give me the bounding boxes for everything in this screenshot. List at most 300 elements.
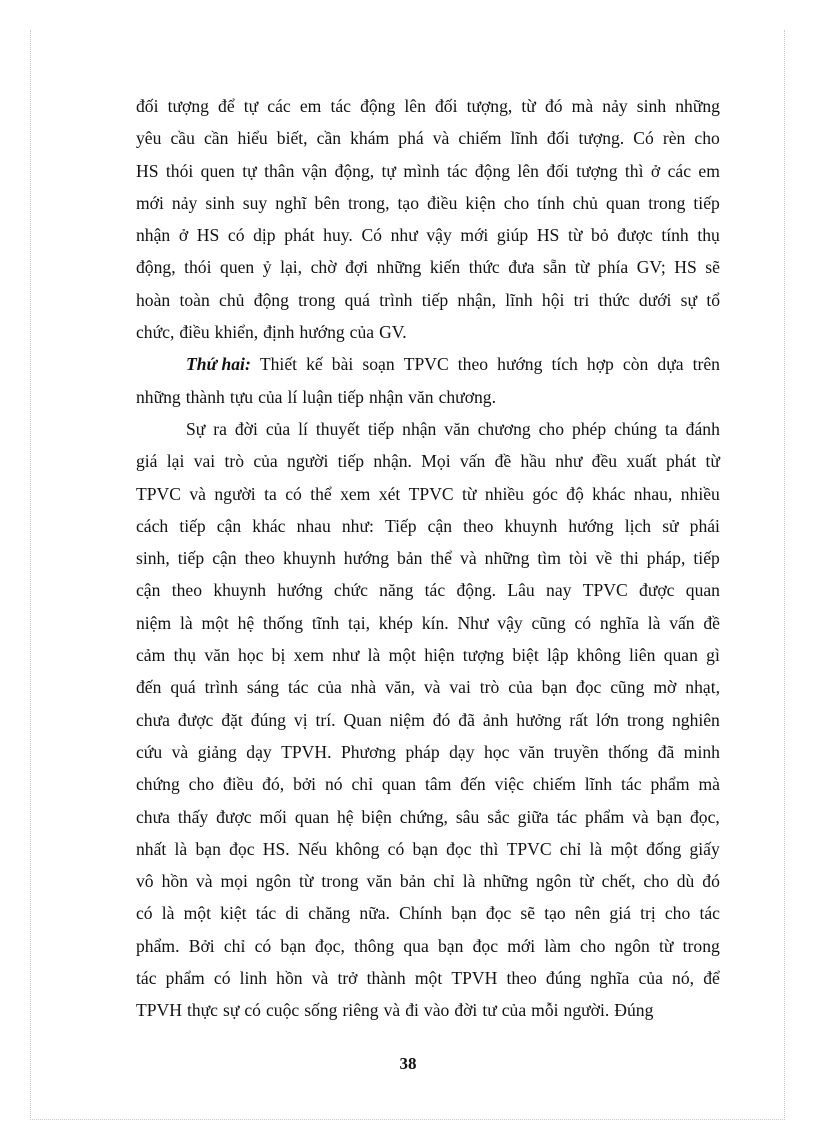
- word: học: [238, 645, 264, 666]
- word: phẩm: [165, 968, 205, 989]
- word: ra: [213, 418, 227, 439]
- word: đề: [494, 451, 512, 472]
- word: giấy: [689, 838, 720, 859]
- word: cho: [579, 935, 606, 956]
- body-text: [136, 90, 720, 1027]
- word: và: [460, 548, 477, 569]
- word: thức: [598, 289, 630, 310]
- word: sự: [222, 1000, 240, 1021]
- word: và: [432, 128, 450, 149]
- word: cũng: [531, 612, 566, 633]
- word: Lâu: [507, 580, 535, 601]
- word: hiểu: [237, 128, 268, 149]
- word: đưa: [508, 257, 535, 278]
- page-number: 38: [399, 1054, 417, 1073]
- word: niệm: [136, 612, 172, 633]
- word: HS: [536, 225, 560, 246]
- word: hướng: [343, 548, 390, 569]
- word: nghĩ: [275, 192, 307, 213]
- word: người: [287, 451, 329, 472]
- word: hồn: [276, 968, 303, 989]
- word: chứng: [136, 774, 180, 795]
- word: từ: [462, 483, 477, 504]
- word: chủ: [219, 289, 245, 310]
- word: cũng: [610, 677, 645, 698]
- word: những: [483, 871, 529, 892]
- word: tiếp: [693, 548, 720, 569]
- word: Thiết: [259, 354, 298, 375]
- word: tính: [537, 192, 565, 213]
- word: chưa: [136, 806, 170, 827]
- word: nảy: [171, 192, 198, 213]
- word: dạy: [246, 741, 272, 762]
- word: dưới: [638, 289, 672, 310]
- word: theo: [506, 968, 537, 989]
- word: trong: [682, 935, 720, 956]
- word: tác: [621, 774, 642, 795]
- word: lĩnh: [510, 128, 538, 149]
- word: nó,: [672, 968, 695, 989]
- word: đúng: [545, 968, 582, 989]
- word: cuộc: [265, 1000, 300, 1021]
- word: sinh: [636, 96, 667, 116]
- word: bởi: [293, 774, 317, 795]
- word: của: [258, 386, 283, 407]
- text-line: [136, 574, 720, 606]
- word: rất: [569, 709, 588, 730]
- word: phẩm: [585, 806, 625, 827]
- word: dựa: [657, 354, 684, 375]
- word: tạo: [544, 903, 566, 924]
- word: hầu: [520, 451, 546, 472]
- word: là: [174, 838, 188, 859]
- word: đã: [458, 709, 475, 730]
- text-line: [136, 478, 720, 510]
- word: GV;: [636, 257, 666, 278]
- word: đó: [544, 96, 563, 116]
- word: vị: [293, 709, 308, 730]
- word: tiếp: [367, 418, 395, 439]
- word: cận: [216, 515, 242, 536]
- text-line: [136, 122, 720, 154]
- word: nhận: [136, 225, 171, 246]
- word: chỉ: [351, 774, 373, 795]
- word: bạn: [280, 935, 306, 956]
- word: suy: [242, 192, 268, 213]
- word: từ: [659, 935, 674, 956]
- word: cho: [664, 903, 691, 924]
- word: lên: [517, 160, 539, 181]
- word: thể: [430, 548, 452, 569]
- word: xem: [293, 645, 324, 666]
- text-line: [136, 187, 720, 219]
- word: tác: [446, 160, 468, 181]
- word: người: [214, 483, 256, 504]
- word: thống: [608, 741, 649, 762]
- word: đối: [136, 96, 159, 116]
- word: khuynh: [504, 515, 558, 536]
- word: thụ: [697, 225, 720, 246]
- word: theo: [171, 580, 203, 601]
- word: định: [263, 322, 295, 343]
- word: tri: [573, 289, 590, 310]
- word: hội: [541, 289, 565, 310]
- word: ỷ: [262, 257, 272, 278]
- word: nhau: [296, 515, 331, 536]
- word: đọc: [446, 838, 472, 859]
- word: chiếm: [458, 128, 502, 149]
- text-line: [136, 510, 720, 542]
- word: năng: [379, 580, 414, 601]
- word: nhận.: [373, 451, 412, 472]
- text-line: [136, 381, 720, 413]
- word: rèn: [662, 128, 686, 149]
- word: thuyết: [315, 418, 360, 439]
- word: vấn: [459, 451, 486, 472]
- word: vào: [423, 1000, 450, 1021]
- text-line: [136, 930, 720, 962]
- word: nên: [574, 903, 601, 924]
- word: HS: [136, 160, 159, 181]
- word: huy.: [323, 225, 353, 246]
- word: nhà: [350, 677, 377, 698]
- word: động,: [136, 257, 176, 278]
- word: có: [574, 612, 592, 633]
- word: thống: [263, 612, 304, 633]
- text-line: [136, 219, 720, 251]
- word: và: [311, 968, 329, 989]
- word: xuất: [626, 451, 657, 472]
- text-line: [136, 704, 720, 736]
- word: bạn: [541, 677, 567, 698]
- word: truyền: [553, 741, 599, 762]
- text-line: [136, 962, 720, 994]
- word: văn: [518, 741, 545, 762]
- word: soạn: [362, 354, 395, 375]
- word: là: [367, 645, 381, 666]
- word: động: [474, 160, 511, 181]
- word: của: [508, 677, 533, 698]
- word: bạn: [195, 838, 221, 859]
- word: Như: [457, 612, 489, 633]
- word: thành: [366, 968, 406, 989]
- word: từ: [299, 871, 314, 892]
- word: các: [667, 160, 692, 181]
- word: giúp: [496, 225, 529, 246]
- text-line: [136, 833, 720, 865]
- word: tĩnh: [311, 612, 340, 633]
- word: hệ: [336, 806, 354, 827]
- word: sâu: [455, 806, 480, 827]
- word: đợi: [345, 257, 369, 278]
- word: khiển,: [214, 322, 259, 343]
- word: có: [285, 483, 302, 504]
- word: văn,: [385, 677, 415, 698]
- word: Có: [633, 128, 654, 149]
- word: nhau,: [633, 483, 673, 504]
- word: phía: [597, 257, 629, 278]
- word: TPVC: [582, 580, 628, 601]
- text-line: [136, 284, 720, 316]
- word: toàn: [179, 289, 210, 310]
- word: hưởng: [516, 709, 562, 730]
- word: biện: [361, 806, 392, 827]
- word: bạn: [656, 806, 683, 827]
- word: TPVC: [506, 838, 552, 859]
- word: Mọi: [421, 451, 451, 472]
- word: Có: [361, 225, 382, 246]
- text-line: [136, 607, 720, 639]
- word: tự: [243, 96, 259, 116]
- word: nghiên: [671, 709, 720, 730]
- word: chức,: [136, 322, 175, 343]
- word: tác: [136, 968, 157, 989]
- word: sẽ: [520, 903, 536, 924]
- word: như: [555, 451, 583, 472]
- word: là: [179, 612, 193, 633]
- word: từ: [574, 257, 590, 278]
- word: đều: [591, 451, 618, 472]
- word: em: [299, 96, 322, 116]
- word: chức: [333, 580, 368, 601]
- word: thấy: [177, 806, 209, 827]
- word: cứu: [136, 741, 163, 762]
- word: quen: [220, 257, 255, 278]
- word: từ: [567, 225, 583, 246]
- word: từ: [705, 451, 720, 472]
- text-line: [136, 348, 720, 380]
- word: không: [576, 645, 621, 666]
- word: em: [698, 160, 720, 181]
- word: vậy: [497, 612, 523, 633]
- word: tư: [482, 1000, 497, 1021]
- word: hướng: [497, 354, 543, 375]
- text-line: [136, 994, 720, 1026]
- word: nhất: [136, 838, 167, 859]
- word: TPVC: [403, 354, 449, 375]
- word: cần: [316, 128, 342, 149]
- word: một: [414, 968, 443, 989]
- word: đến: [460, 774, 486, 795]
- word: cận: [427, 515, 453, 536]
- word: chiếm: [532, 774, 576, 795]
- word: phép: [571, 418, 607, 439]
- word: về: [595, 548, 613, 569]
- word: lĩnh: [505, 289, 533, 310]
- word: nữa.: [359, 903, 390, 924]
- word: riêng: [342, 1000, 379, 1021]
- word: được: [177, 709, 214, 730]
- word: tiếp: [421, 289, 449, 310]
- word: có: [213, 968, 231, 989]
- word: thụ: [173, 645, 197, 666]
- word: lịch: [624, 515, 652, 536]
- word: hệ: [237, 612, 255, 633]
- word: khuynh: [213, 580, 267, 601]
- word: đã: [657, 741, 675, 762]
- word: việc: [494, 774, 524, 795]
- word: HS: [674, 257, 697, 278]
- word: ở: [178, 225, 189, 246]
- word: nhiều: [484, 483, 524, 504]
- word: thân: [264, 160, 295, 181]
- word: động,: [334, 160, 375, 181]
- word: trình: [379, 289, 413, 310]
- word: lớn: [595, 709, 619, 730]
- word: là: [647, 612, 661, 633]
- word: thành: [185, 386, 225, 407]
- word: người.: [563, 1000, 610, 1021]
- word: Sự: [186, 418, 206, 439]
- word: có: [227, 225, 245, 246]
- word: linh: [239, 968, 268, 989]
- word: vô: [136, 871, 154, 892]
- word: điều: [179, 322, 210, 343]
- word: kiện: [465, 192, 496, 213]
- word: trong: [626, 709, 665, 730]
- word: HS: [196, 225, 220, 246]
- word: tự: [242, 160, 257, 181]
- word: đó: [432, 709, 451, 730]
- word: văn: [444, 418, 470, 439]
- word: phá: [398, 128, 424, 149]
- word: trò: [224, 451, 245, 472]
- word: bị: [271, 645, 286, 666]
- word: phẩm.: [136, 935, 180, 956]
- word: sử: [662, 515, 679, 536]
- word: và: [383, 1000, 401, 1021]
- word: cho: [643, 871, 669, 892]
- word: sinh: [205, 192, 235, 213]
- word: tác: [255, 903, 277, 924]
- word: văn: [204, 645, 230, 666]
- word: là: [161, 903, 175, 924]
- word: theo: [457, 354, 489, 375]
- word: trong: [298, 289, 336, 310]
- word: lên: [404, 96, 426, 116]
- word: sinh,: [136, 548, 170, 569]
- word: Phương: [340, 741, 396, 762]
- word: động.: [456, 580, 497, 601]
- word: như:: [341, 515, 374, 536]
- word: cho: [694, 128, 720, 149]
- word: theo: [463, 515, 494, 536]
- word: tự: [381, 160, 396, 181]
- word: lí: [298, 418, 308, 439]
- word: tòi: [568, 548, 588, 569]
- word: những: [484, 548, 530, 569]
- word: đánh: [685, 418, 720, 439]
- word: có: [136, 903, 153, 924]
- word: của: [638, 968, 663, 989]
- word: làm: [544, 935, 571, 956]
- word: GV.: [379, 322, 407, 343]
- word: mờ: [653, 677, 677, 698]
- word: mỗi: [531, 1000, 559, 1021]
- word: nay: [546, 580, 572, 601]
- word: những: [376, 257, 422, 278]
- word: và: [423, 677, 441, 698]
- paragraph-lead: Thứ hai:: [186, 354, 251, 375]
- word: Nếu: [297, 838, 328, 859]
- word: chương: [477, 418, 531, 439]
- word: bạn: [438, 935, 464, 956]
- word: khuynh: [282, 548, 336, 569]
- word: bạn: [451, 903, 477, 924]
- word: giá: [136, 451, 158, 472]
- word: như: [390, 225, 418, 246]
- word: mà: [571, 96, 594, 116]
- word: pháp: [405, 741, 440, 762]
- word: xem: [340, 483, 371, 504]
- word: nhiều: [680, 483, 720, 504]
- word: thông: [354, 935, 395, 956]
- word: đọc: [472, 935, 499, 956]
- word: nhận,: [457, 289, 496, 310]
- word: kiến: [429, 257, 461, 278]
- word: tâm: [425, 774, 452, 795]
- word: vận: [301, 160, 328, 181]
- word: qua: [403, 935, 429, 956]
- word: TPVC: [408, 483, 454, 504]
- word: và: [195, 871, 213, 892]
- word: trong: [648, 192, 686, 213]
- word: cho: [188, 774, 215, 795]
- text-line: [136, 445, 720, 477]
- word: để: [218, 96, 235, 116]
- word: của: [253, 451, 278, 472]
- word: chỉ: [433, 871, 455, 892]
- word: và: [632, 806, 649, 827]
- word: dịp: [253, 225, 276, 246]
- word: thì: [479, 838, 499, 859]
- word: được: [617, 225, 653, 246]
- word: chúng: [614, 418, 658, 439]
- word: dù: [676, 871, 695, 892]
- word: ngôn: [614, 935, 650, 956]
- word: sắc: [487, 806, 510, 827]
- word: bản: [397, 548, 423, 569]
- word: gì: [706, 645, 720, 666]
- word: hướng: [277, 580, 323, 601]
- word: giảng: [197, 741, 237, 762]
- word: cận: [212, 548, 237, 569]
- word: phát: [665, 451, 697, 472]
- word: chỉ: [559, 838, 582, 859]
- word: mình: [403, 160, 440, 181]
- word: chủ: [572, 192, 598, 213]
- word: ảnh: [482, 709, 509, 730]
- word: tác: [556, 806, 578, 827]
- word: khác: [592, 483, 626, 504]
- word: xét: [378, 483, 401, 504]
- word: kiệt: [220, 903, 247, 924]
- word: trở: [337, 968, 358, 989]
- word: học: [483, 741, 510, 762]
- text-line: [136, 90, 720, 122]
- word: quá: [170, 677, 196, 698]
- word: tiếp: [337, 451, 365, 472]
- word: tượng: [576, 160, 618, 181]
- word: cho: [503, 192, 530, 213]
- word: bỏ: [591, 225, 609, 246]
- word: mới: [136, 192, 164, 213]
- word: đặt: [221, 709, 243, 730]
- word: và: [189, 483, 206, 504]
- word: vai: [449, 677, 471, 698]
- word: niệm: [389, 709, 425, 730]
- word: bài: [331, 354, 354, 375]
